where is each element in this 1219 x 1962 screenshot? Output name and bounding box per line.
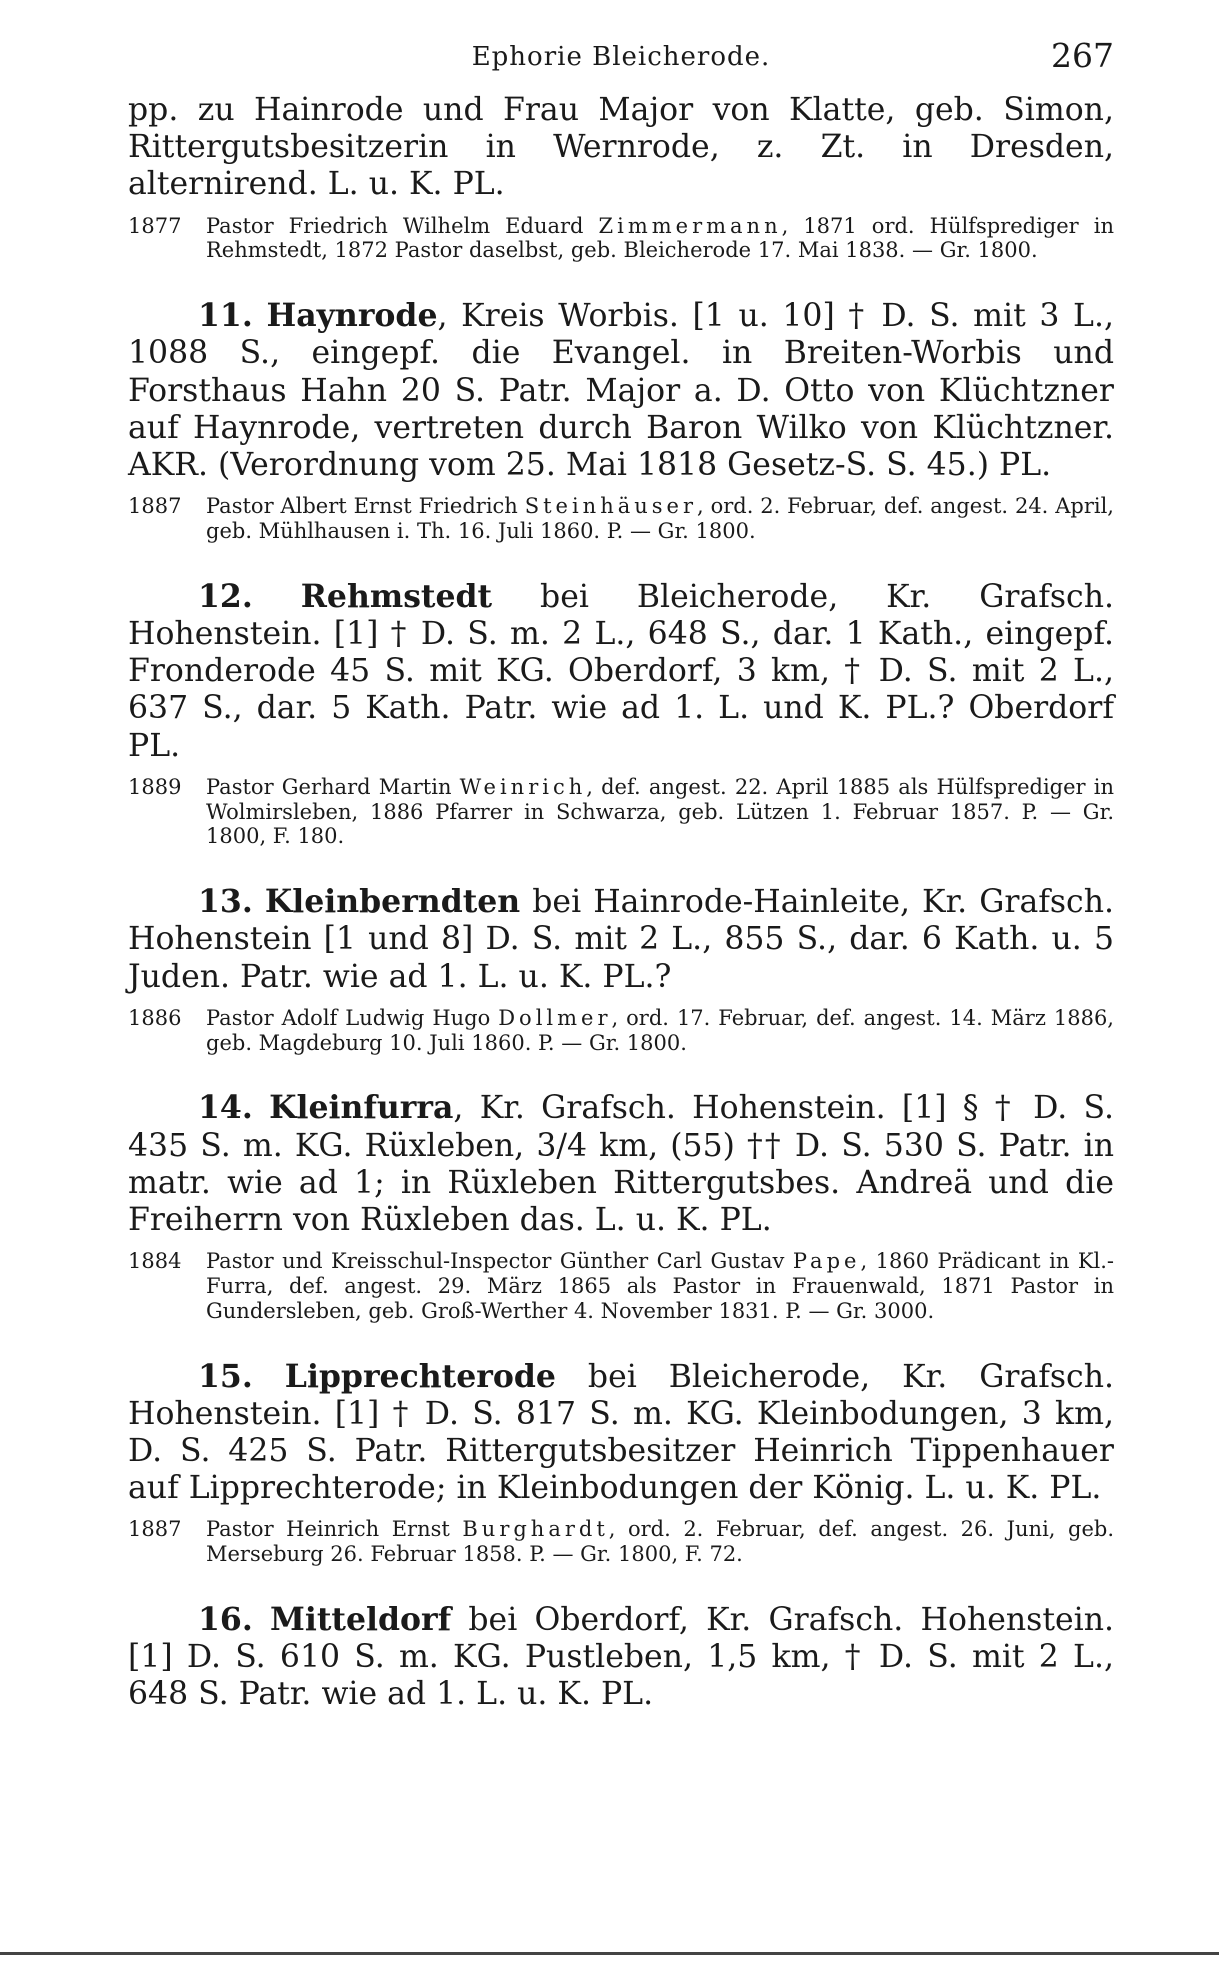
entry-text [128, 1601, 1114, 1714]
entry-number: 12. [198, 577, 253, 615]
entry-description: bei Bleicherode, Kr. Grafsch. Hohenstein. [1] † D. S. m. 2 L., 648 S., dar. 1 Kath., eingepf. Fronderode 45 S. mit KG. Oberdorf, 3 km, † D. S. mit 2 L., 637 S., dar. 5 Kath. Patr. wie ad 1. L. und K. PL.? Oberdorf PL. [128, 578, 1114, 764]
running-head [128, 36, 1114, 92]
note-body [206, 1006, 1114, 1056]
note-year: 1886 [128, 1005, 182, 1030]
note-text: , ord. 17. Februar, def. angest. 14. März 1886, geb. Magdeburg 10. Juli 1860. P. — Gr. 1800. [206, 1005, 1114, 1055]
pastor-note [128, 1517, 1114, 1567]
note-text: , 1860 Prädicant in Kl.-Furra, def. angest. 29. März 1865 als Pastor in Frauenwald, 1871 Pastor in Gundersleben, geb. Groß-Werther 4. November 1831. P. — Gr. 3000. [206, 1249, 1114, 1323]
pastor-surname: Steinhäuser [524, 494, 698, 519]
parish-entry-12 [128, 578, 1114, 849]
note-text: , ord. 2. Februar, def. angest. 24. April, geb. Mühlhausen i. Th. 16. Juli 1860. P. — Gr. 1800. [206, 494, 1114, 544]
note-year: 1884 [128, 1249, 182, 1274]
pastor-note [128, 494, 1114, 544]
continuation-text: pp. zu Hainrode und Frau Major von Klatte, geb. Simon, Rittergutsbesitzerin in Wernrode, z. Zt. in Dresden, alternirend. L. u. K. PL. [128, 92, 1114, 203]
note-body [206, 1249, 1114, 1323]
parish-entry-16 [128, 1601, 1114, 1714]
pastor-surname: Pape [792, 1249, 861, 1274]
page [128, 36, 1114, 1714]
entry-text [128, 1358, 1114, 1508]
parish-entry-15 [128, 1358, 1114, 1567]
note-text: Pastor und Kreisschul-Inspector Günther Carl Gustav [206, 1249, 793, 1274]
entry-description: bei Bleicherode, Kr. Grafsch. Hohenstein. [1] † D. S. 817 S. m. KG. Kleinbodungen, 3 km, D. S. 425 S. Patr. Rittergutsbesitzer Heinrich Tippenhauer auf Lipprechterode; in Kleinbodungen der König. L. u. K. PL. [128, 1358, 1114, 1507]
parish-name: Lipprechterode [284, 1357, 556, 1395]
entry-description: , Kr. Grafsch. Hohenstein. [1] § † D. S. 435 S. m. KG. Rüxleben, 3/4 km, (55) †† D. S. 530 S. Patr. in matr. wie ad 1; in Rüxleben Rittergutsbes. Andreä und die Freiherrn von Rüxleben das. L. u. K. PL. [128, 1090, 1114, 1239]
pastor-surname: Dollmer [498, 1005, 612, 1030]
parish-name: Mitteldorf [270, 1601, 452, 1639]
entry-number: 11. [198, 297, 253, 335]
note-text: Pastor Albert Ernst Friedrich [206, 494, 525, 519]
note-text: Pastor Adolf Ludwig Hugo [206, 1005, 499, 1030]
pastor-note [128, 1249, 1114, 1323]
parish-entry-11 [128, 297, 1114, 544]
entry-text [128, 883, 1114, 996]
note-text: Pastor Gerhard Martin [206, 774, 460, 799]
note-body [206, 775, 1114, 849]
bottom-rule [0, 1952, 1219, 1955]
note-body [206, 1517, 1114, 1567]
parish-name: Kleinberndten [264, 883, 521, 921]
running-head-title: Ephorie Bleicherode. [471, 42, 771, 72]
pastor-note [128, 214, 1114, 264]
note-text: , def. angest. 22. April 1885 als Hülfsprediger in Wolmirsleben, 1886 Pfarrer in Schwarza, geb. Lützen 1. Februar 1857. P. — Gr. 1800, F. 180. [206, 774, 1114, 849]
note-year: 1889 [128, 774, 182, 799]
entry-text [128, 578, 1114, 765]
entry-number: 14. [198, 1089, 253, 1127]
note-body [206, 494, 1114, 544]
note-text: , ord. 2. Februar, def. angest. 26. Juni, geb. Merseburg 26. Februar 1858. P. — Gr. 1800, F. 72. [206, 1517, 1114, 1567]
note-year: 1877 [128, 213, 182, 238]
entry-description: , Kreis Worbis. [1 u. 10] † D. S. mit 3 L., 1088 S., eingepf. die Evangel. in Breiten-Worbis und Forsthaus Hahn 20 S. Patr. Major a. D. Otto von Klüchtzner auf Haynrode, vertreten durch Baron Wilko von Klüchtzner. AKR. (Verordnung vom 25. Mai 1818 Gesetz-S. S. 45.) PL. [128, 298, 1115, 484]
entry-number: 15. [198, 1357, 253, 1395]
parish-entry-14 [128, 1089, 1114, 1323]
parish-name: Kleinfurra [269, 1089, 454, 1127]
note-text: Pastor Heinrich Ernst [206, 1517, 463, 1542]
parish-name: Haynrode [266, 297, 438, 335]
note-year: 1887 [128, 494, 182, 519]
pastor-surname: Burghardt [462, 1517, 609, 1542]
pastor-note [128, 775, 1114, 849]
entry-number: 13. [198, 883, 253, 921]
entry-text [128, 297, 1114, 484]
note-year: 1887 [128, 1517, 182, 1542]
page-number: 267 [1051, 36, 1114, 75]
entry-number: 16. [198, 1601, 253, 1639]
note-body [206, 214, 1114, 264]
entry-description: bei Oberdorf, Kr. Grafsch. Hohenstein. [1] D. S. 610 S. m. KG. Pustleben, 1,5 km, † D. S. mit 2 L., 648 S. Patr. wie ad 1. L. u. K. PL. [128, 1602, 1114, 1713]
pastor-surname: Weinrich [459, 774, 587, 799]
parish-name: Rehmstedt [300, 577, 493, 615]
note-text: , 1871 ord. Hülfsprediger in Rehmstedt, 1872 Pastor daselbst, geb. Bleicherode 17. Mai 1838. — Gr. 1800. [206, 213, 1114, 263]
note-text: Pastor Friedrich Wilhelm Eduard [206, 213, 599, 238]
parish-entry-13 [128, 883, 1114, 1055]
entry-description: bei Hainrode-Hainleite, Kr. Grafsch. Hohenstein [1 und 8] D. S. mit 2 L., 855 S., dar. 6 Kath. u. 5 Juden. Patr. wie ad 1. L. u. K. PL.? [128, 884, 1114, 995]
pastor-note [128, 1006, 1114, 1056]
pastor-surname: Zimmermann [598, 213, 782, 238]
continuation-block [128, 92, 1114, 263]
entry-text [128, 1089, 1114, 1239]
